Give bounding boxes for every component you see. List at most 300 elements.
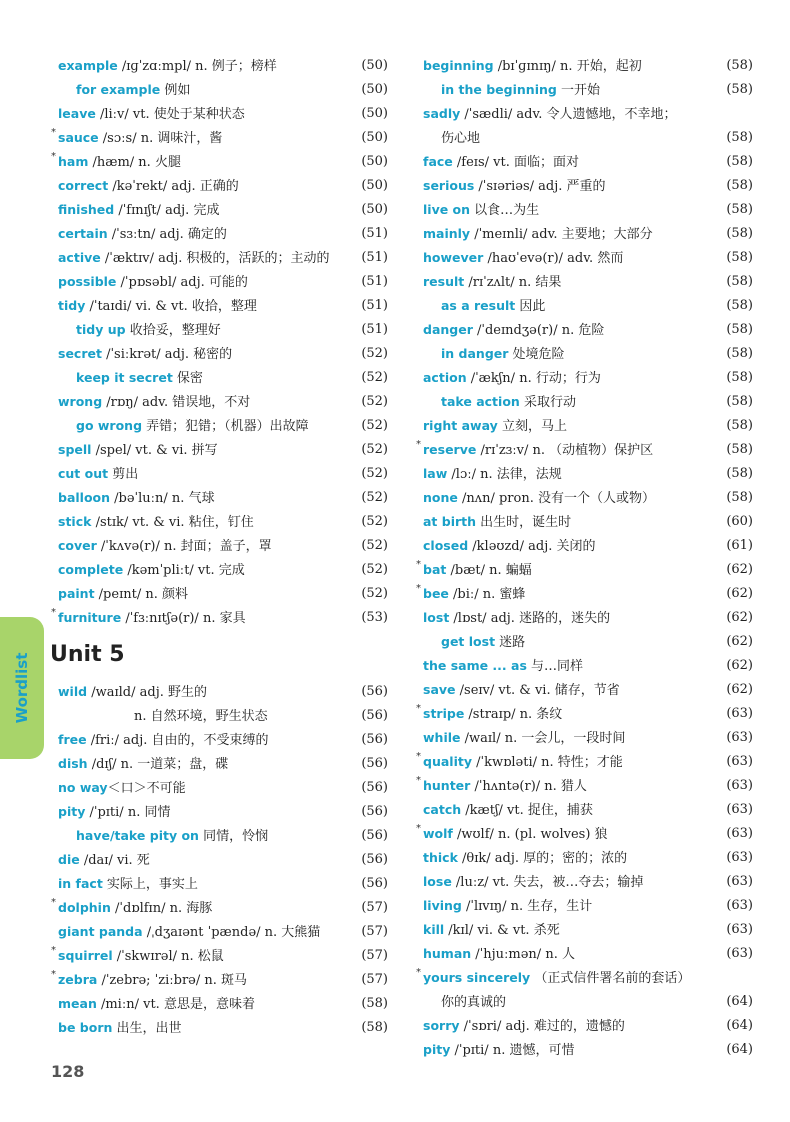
entry-text	[423, 347, 565, 362]
entry-text	[58, 203, 219, 218]
definition: 伤心地	[441, 131, 481, 146]
headword: keep it secret	[76, 370, 173, 385]
page-reference: (63)	[726, 946, 753, 961]
definition: 例如	[160, 83, 191, 98]
page-reference: (57)	[361, 972, 388, 987]
entry-text	[58, 1021, 182, 1036]
side-tab-label: Wordlist	[13, 652, 31, 724]
entry-text	[423, 971, 690, 986]
definition: （正式信件署名前的套话）	[530, 971, 691, 986]
headword: possible	[58, 274, 117, 289]
asterisk-marker-icon: *	[416, 775, 421, 786]
definition: 以食…为生	[470, 203, 540, 218]
wordlist-entry	[423, 102, 753, 126]
wordlist-entry	[423, 246, 753, 270]
headword: kill	[423, 922, 445, 937]
definition: /ˈtaɪdi/ vi. & vt. 收拾，整理	[85, 299, 257, 314]
headword: paint	[58, 586, 95, 601]
page-reference: (52)	[361, 490, 388, 505]
wordlist-entry	[58, 992, 388, 1016]
wordlist-entry	[51, 944, 388, 968]
definition: /bɪˈɡɪnɪŋ/ n. 开始，起初	[493, 59, 642, 74]
wordlist-entry	[58, 680, 388, 704]
definition: /ˈkʌvə(r)/ n. 封面；盖子，罩	[96, 539, 272, 554]
headword: quality	[423, 754, 472, 769]
headword: human	[423, 946, 472, 961]
definition: /ɪɡˈzɑːmpl/ n. 例子；榜样	[117, 59, 277, 74]
definition: /rɪˈzɜːv/ n. （动植物）保护区	[476, 443, 654, 458]
headword: right away	[423, 418, 498, 433]
definition: 出生时，诞生时	[476, 515, 572, 530]
wordlist-entry	[423, 846, 753, 870]
wordlist-entry	[58, 342, 388, 366]
page-reference: (50)	[361, 202, 388, 217]
wordlist-entry	[416, 438, 753, 462]
wordlist-entry	[423, 390, 753, 414]
entry-text	[58, 733, 269, 748]
headword: living	[423, 898, 462, 913]
headword: as a result	[441, 298, 516, 313]
definition: /ˈlɪvɪŋ/ n. 生存，生计	[461, 899, 593, 914]
page-reference: (62)	[726, 586, 753, 601]
headword: stick	[58, 514, 92, 529]
entry-text	[58, 419, 309, 434]
asterisk-marker-icon: *	[416, 703, 421, 714]
page-reference: (58)	[726, 226, 753, 241]
headword: bee	[423, 586, 449, 601]
page-reference: (58)	[726, 202, 753, 217]
headword: serious	[423, 178, 475, 193]
page-reference: (58)	[726, 58, 753, 73]
entry-text	[423, 395, 576, 410]
page-reference: (51)	[361, 298, 388, 313]
page-reference: (53)	[361, 610, 388, 625]
page-reference: (51)	[361, 250, 388, 265]
page-reference: (62)	[726, 610, 753, 625]
wordlist-entry	[51, 150, 388, 174]
entry-text	[423, 899, 592, 914]
definition: /daɪ/ vi. 死	[79, 853, 150, 868]
page-number: 128	[51, 1062, 85, 1081]
page-reference: (56)	[361, 828, 388, 843]
entry-text	[423, 203, 539, 218]
definition: /feɪs/ vt. 面临；面对	[452, 155, 579, 170]
definition: 处境危险	[508, 347, 565, 362]
page-reference: (56)	[361, 756, 388, 771]
entry-text	[58, 323, 221, 338]
page-reference: (63)	[726, 778, 753, 793]
page-reference: (58)	[726, 250, 753, 265]
page-reference: (50)	[361, 178, 388, 193]
entry-text	[58, 781, 186, 796]
wordlist-entry	[58, 776, 388, 800]
headword: in the beginning	[441, 82, 557, 97]
page-reference: (50)	[361, 130, 388, 145]
entry-text	[423, 1019, 625, 1034]
definition: /luːz/ vt. 失去，被…夺去；输掉	[451, 875, 644, 890]
entry-text	[58, 59, 277, 74]
definition: /ˈsɪəriəs/ adj. 严重的	[474, 179, 606, 194]
wordlist-entry	[58, 558, 388, 582]
definition: /ˈsiːkrət/ adj. 秘密的	[101, 347, 233, 362]
wordlist-section-right	[416, 54, 753, 1062]
entry-text	[58, 587, 188, 602]
page-reference: (58)	[726, 82, 753, 97]
wordlist-entry	[423, 942, 753, 966]
entry-text	[423, 779, 587, 794]
wordlist-entry	[58, 270, 388, 294]
wordlist-entry	[58, 824, 388, 848]
headword: secret	[58, 346, 102, 361]
wordlist-entry	[58, 390, 388, 414]
wordlist-entry	[58, 414, 388, 438]
headword: yours sincerely	[423, 970, 531, 985]
entry-text	[423, 683, 620, 698]
definition: 你的真诚的	[441, 995, 507, 1010]
entry-text	[58, 515, 254, 530]
page-reference: (64)	[726, 994, 753, 1009]
wordlist-entry	[416, 582, 753, 606]
headword: pity	[58, 804, 86, 819]
headword: hunter	[423, 778, 471, 793]
wordlist-entry	[423, 54, 753, 78]
entry-text	[58, 685, 207, 700]
definition: /miːn/ vt. 意思是，意味着	[96, 997, 255, 1012]
headword: catch	[423, 802, 462, 817]
definition: /bəˈluːn/ n. 气球	[110, 491, 215, 506]
entry-text	[423, 227, 653, 242]
page-reference: (50)	[361, 154, 388, 169]
wordlist-entry	[58, 78, 388, 102]
headword: die	[58, 852, 80, 867]
headword: squirrel	[58, 948, 113, 963]
wordlist-entry	[58, 222, 388, 246]
definition: /kəˈrekt/ adj. 正确的	[108, 179, 239, 194]
entry-text	[423, 179, 606, 194]
definition: /ˈsɒri/ adj. 难过的，遗憾的	[459, 1019, 625, 1034]
wordlist-entry	[58, 366, 388, 390]
wordlist-entry	[423, 78, 753, 102]
headword: go wrong	[76, 418, 143, 433]
page-reference: (52)	[361, 514, 388, 529]
page-reference: (56)	[361, 732, 388, 747]
headword: giant panda	[58, 924, 143, 939]
definition: /kætʃ/ vt. 捉住，捕获	[461, 803, 593, 818]
entry-text	[423, 515, 571, 530]
entry-text	[423, 851, 627, 866]
wordlist-entry	[423, 870, 753, 894]
page-reference: (64)	[726, 1018, 753, 1033]
entry-text	[423, 587, 525, 602]
definition: /θɪk/ adj. 厚的；密的；浓的	[457, 851, 628, 866]
definition: 保密	[172, 371, 203, 386]
entry-text	[423, 755, 623, 770]
headword: stripe	[423, 706, 465, 721]
entry-text	[58, 491, 215, 506]
page-reference: (58)	[726, 466, 753, 481]
wordlist-entry	[58, 462, 388, 486]
headword: for example	[76, 82, 161, 97]
entry-text	[58, 973, 247, 988]
headword: save	[423, 682, 456, 697]
wordlist-entry	[423, 318, 753, 342]
entry-text	[423, 467, 562, 482]
right-column	[416, 54, 753, 1062]
wordlist-entry	[423, 654, 753, 678]
headword: example	[58, 58, 118, 73]
page-reference: (56)	[361, 804, 388, 819]
wordlist-entry	[423, 222, 753, 246]
entry-text	[423, 371, 601, 386]
entry-text	[58, 611, 246, 626]
headword: pity	[423, 1042, 451, 1057]
entry-text	[423, 923, 560, 938]
wordlist-entry	[416, 558, 753, 582]
entry-text	[58, 877, 198, 892]
definition: /ˈpɪti/ n. 同情	[85, 805, 171, 820]
wordlist-entry	[58, 174, 388, 198]
asterisk-marker-icon: *	[416, 583, 421, 594]
definition: /straɪp/ n. 条纹	[464, 707, 563, 722]
headword: free	[58, 732, 87, 747]
wordlist-entry	[423, 126, 753, 150]
entry-text	[423, 659, 583, 674]
entry-text	[423, 491, 655, 506]
headword: correct	[58, 178, 109, 193]
wordlist-entry	[58, 318, 388, 342]
definition: /ˈzebrə; ˈziːbrə/ n. 斑马	[97, 973, 248, 988]
headword: wolf	[423, 826, 453, 841]
wordlist-entry	[51, 126, 388, 150]
wordlist-entry	[58, 486, 388, 510]
entry-text	[58, 179, 239, 194]
entry-text	[423, 563, 532, 578]
definition: /ˈfɪnɪʃt/ adj. 完成	[114, 203, 220, 218]
definition: 与…同样	[526, 659, 584, 674]
page-reference: (52)	[361, 418, 388, 433]
definition: 因此	[515, 299, 546, 314]
headword: no way	[58, 780, 108, 795]
entry-text	[423, 275, 561, 290]
page-reference: (58)	[361, 996, 388, 1011]
wordlist-section-unit5	[51, 680, 388, 1040]
definition: /waɪld/ adj. 野生的	[87, 685, 207, 700]
entry-text	[423, 611, 610, 626]
page-reference: (58)	[726, 346, 753, 361]
page-reference: (62)	[726, 634, 753, 649]
entry-text	[58, 709, 268, 724]
definition: n. 自然环境，野生状态	[134, 709, 268, 724]
headword: sorry	[423, 1018, 460, 1033]
headword: zebra	[58, 972, 98, 987]
headword: result	[423, 274, 465, 289]
wordlist-entry	[58, 800, 388, 824]
page-reference: (58)	[726, 442, 753, 457]
asterisk-marker-icon: *	[416, 439, 421, 450]
entry-text	[58, 997, 255, 1012]
entry-text	[58, 901, 212, 916]
definition: /ˈdeɪndʒə(r)/ n. 危险	[472, 323, 605, 338]
page-reference: (52)	[361, 346, 388, 361]
unit-heading: Unit 5	[50, 642, 125, 667]
wordlist-entry	[58, 198, 388, 222]
headword: dolphin	[58, 900, 111, 915]
page-reference: (63)	[726, 826, 753, 841]
asterisk-marker-icon: *	[416, 967, 421, 978]
wordlist-entry	[58, 534, 388, 558]
entry-text	[423, 875, 643, 890]
entry-text	[423, 419, 567, 434]
wordlist-entry	[51, 968, 388, 992]
page-reference: (63)	[726, 706, 753, 721]
wordlist-entry	[58, 1016, 388, 1040]
page-reference: (58)	[726, 370, 753, 385]
page-reference: (56)	[361, 684, 388, 699]
wordlist-entry	[58, 582, 388, 606]
entry-text	[58, 251, 330, 266]
headword: finished	[58, 202, 115, 217]
wordlist-entry	[58, 54, 388, 78]
definition: 出生，出世	[112, 1021, 182, 1036]
wordlist-entry	[423, 678, 753, 702]
page-reference: (58)	[726, 322, 753, 337]
page-reference: (63)	[726, 802, 753, 817]
wordlist-entry	[423, 294, 753, 318]
page-reference: (52)	[361, 394, 388, 409]
page-reference: (62)	[726, 658, 753, 673]
page-reference: (58)	[726, 298, 753, 313]
entry-text	[423, 323, 604, 338]
wordlist-entry	[416, 774, 753, 798]
headword: wild	[58, 684, 88, 699]
wordlist-entry	[423, 1014, 753, 1038]
page-reference: (58)	[726, 274, 753, 289]
asterisk-marker-icon: *	[416, 823, 421, 834]
wordlist-entry	[58, 246, 388, 270]
definition: /ˈæktɪv/ adj. 积极的，活跃的；主动的	[100, 251, 330, 266]
headword: danger	[423, 322, 473, 337]
definition: /ˈfɜːnɪtʃə(r)/ n. 家具	[121, 611, 246, 626]
definition: /wʊlf/ n. (pl. wolves) 狼	[452, 827, 608, 842]
headword: action	[423, 370, 467, 385]
headword: cut out	[58, 466, 109, 481]
definition: 剪出	[108, 467, 139, 482]
wordlist-entry	[423, 198, 753, 222]
definition: /ˈsɜːtn/ adj. 确定的	[107, 227, 227, 242]
page-reference: (50)	[361, 58, 388, 73]
headword: at birth	[423, 514, 477, 529]
headword: certain	[58, 226, 108, 241]
wordlist-entry	[416, 750, 753, 774]
entry-text	[58, 805, 170, 820]
entry-text	[58, 443, 218, 458]
page-reference: (56)	[361, 876, 388, 891]
definition: /friː/ adj. 自由的，不受束缚的	[86, 733, 269, 748]
definition: /sɔːs/ n. 调味汁，酱	[98, 131, 223, 146]
page-reference: (62)	[726, 562, 753, 577]
headword: complete	[58, 562, 124, 577]
entry-text	[58, 467, 138, 482]
definition: /haʊˈevə(r)/ adv. 然而	[483, 251, 624, 266]
entry-text	[58, 107, 245, 122]
asterisk-marker-icon: *	[416, 559, 421, 570]
entry-text	[58, 563, 245, 578]
headword: tidy up	[76, 322, 126, 337]
definition: ＜口＞不可能	[107, 781, 186, 796]
asterisk-marker-icon: *	[51, 945, 56, 956]
definition: /ˌdʒaɪənt ˈpændə/ n. 大熊猫	[142, 925, 321, 940]
entry-text	[423, 131, 480, 146]
wordlist-entry	[416, 822, 753, 846]
page-reference: (51)	[361, 322, 388, 337]
asterisk-marker-icon: *	[51, 607, 56, 618]
headword: while	[423, 730, 461, 745]
page-reference: (63)	[726, 754, 753, 769]
wordlist-entry	[423, 462, 753, 486]
wordlist-entry	[423, 414, 753, 438]
page-reference: (50)	[361, 106, 388, 121]
definition: /ˈpɒsəbl/ adj. 可能的	[116, 275, 248, 290]
definition: /ˈsædli/ adv. 令人遗憾地，不幸地；	[460, 107, 677, 122]
definition: /liːv/ vt. 使处于某种状态	[95, 107, 245, 122]
wordlist-entry	[58, 294, 388, 318]
headword: thick	[423, 850, 458, 865]
page-reference: (63)	[726, 922, 753, 937]
headword: sauce	[58, 130, 99, 145]
definition: 立刻，马上	[497, 419, 567, 434]
wordlist-entry	[423, 798, 753, 822]
definition: /rɒŋ/ adv. 错误地，不对	[102, 395, 251, 410]
definition: 收拾妥，整理好	[125, 323, 221, 338]
wordlist-entry	[423, 630, 753, 654]
asterisk-marker-icon: *	[51, 127, 56, 138]
definition: /lɔː/ n. 法律，法规	[447, 467, 562, 482]
headword: furniture	[58, 610, 122, 625]
headword: mainly	[423, 226, 471, 241]
definition: 弄错；犯错；（机器）出故障	[142, 419, 309, 434]
wordlist-entry	[423, 726, 753, 750]
wordlist-section-before	[51, 54, 388, 630]
definition: /ˈmeɪnli/ adv. 主要地；大部分	[470, 227, 653, 242]
wordlist-entry	[51, 896, 388, 920]
wordlist-entry	[423, 990, 753, 1014]
entry-text	[58, 371, 203, 386]
wordlist-entry	[423, 366, 753, 390]
page-reference: (61)	[726, 538, 753, 553]
headword: in danger	[441, 346, 509, 361]
page-reference: (58)	[726, 178, 753, 193]
asterisk-marker-icon: *	[51, 897, 56, 908]
wordlist-entry	[423, 510, 753, 534]
entry-text	[58, 155, 181, 170]
entry-text	[423, 731, 625, 746]
wordlist-entry	[423, 1038, 753, 1062]
entry-text	[58, 347, 232, 362]
page-reference: (63)	[726, 874, 753, 889]
asterisk-marker-icon: *	[416, 751, 421, 762]
entry-text	[58, 925, 320, 940]
entry-text	[58, 829, 268, 844]
definition: 采取行动	[519, 395, 576, 410]
wordlist-entry	[58, 848, 388, 872]
wordlist-entry	[58, 752, 388, 776]
wordlist-entry	[423, 174, 753, 198]
entry-text	[423, 947, 575, 962]
wordlist-entry	[416, 702, 753, 726]
page-reference: (60)	[726, 514, 753, 529]
page-reference: (58)	[726, 418, 753, 433]
headword: spell	[58, 442, 92, 457]
